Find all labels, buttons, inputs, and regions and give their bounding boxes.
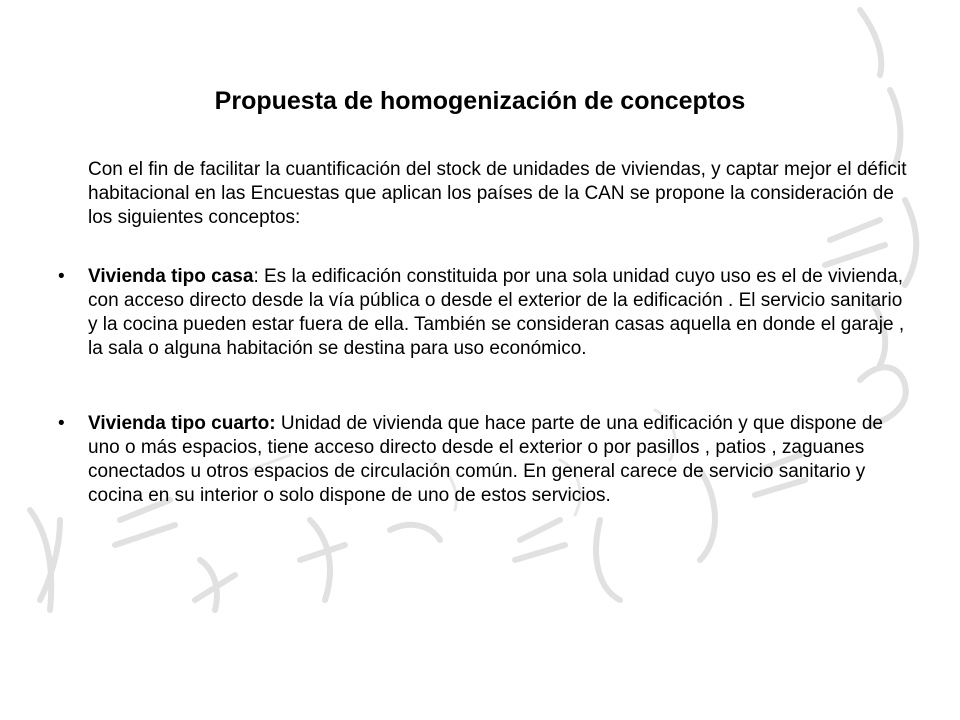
watermark-stroke [30, 510, 51, 610]
bullet-text [88, 265, 908, 361]
bullet-definition: Unidad de vivienda que hace parte de una edificación y que dispone de uno o más espacios, tiene acceso directo desde el exterior o por pasillos , patios , zaguanes conectados u otros espacios de circulación común. En general carece de servicio sanitario y cocina en su interior o solo dispone de uno de estos servicios. [88, 413, 883, 506]
bullet-item-vivienda-tipo-cuarto [58, 412, 908, 508]
bullet-icon: • [58, 266, 65, 287]
watermark-stroke [390, 525, 440, 540]
bullet-icon: • [58, 413, 65, 434]
intro-paragraph: Con el fin de facilitar la cuantificación del stock de unidades de viviendas, y captar mejor el déficit habitacional en las Encuestas que aplican los países de la CAN se propone la consideración de los siguientes conceptos: [88, 159, 907, 228]
watermark-stroke [195, 560, 235, 610]
bullet-term: Vivienda tipo cuarto: [88, 413, 276, 434]
watermark-stroke [300, 520, 345, 600]
bullet-text [88, 412, 908, 508]
watermark-stroke [40, 520, 60, 600]
watermark-stroke [860, 10, 881, 75]
watermark-stroke [596, 520, 620, 600]
bullet-definition: Es la edificación constituida por una sola unidad cuyo uso es el de vivienda, con acceso directo desde la vía pública o desde el exterior de la edificación . El servicio sanitario y la cocina pueden estar fuera de ella. También se consideran casas aquella en donde el garaje , la sala o alguna habitación se destina para uso económico. [88, 266, 905, 359]
bullet-separator: : [253, 266, 259, 287]
slide-title: Propuesta de homogenización de conceptos [214, 87, 746, 115]
bullet-item-vivienda-tipo-casa [58, 265, 908, 361]
bullet-term: Vivienda tipo casa [88, 266, 254, 287]
watermark-stroke [515, 520, 565, 560]
